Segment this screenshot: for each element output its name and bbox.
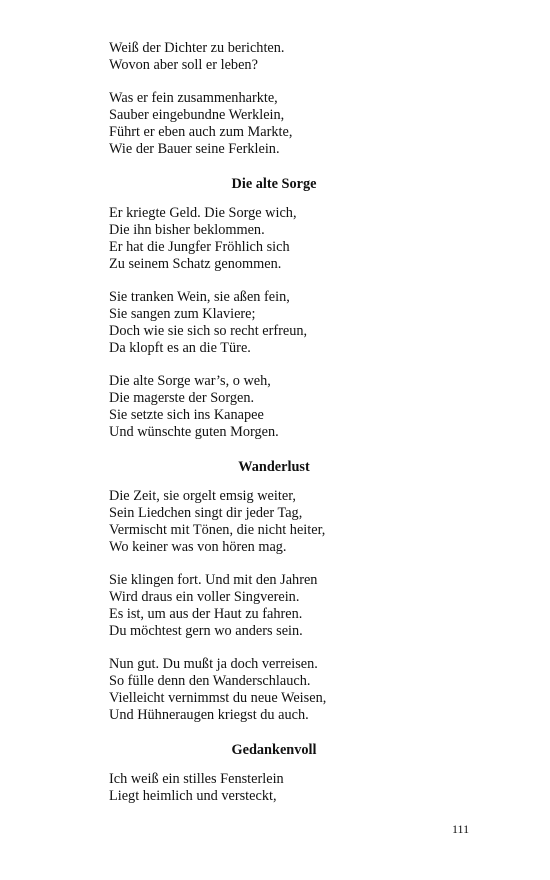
verse-line: Die Zeit, sie orgelt emsig weiter, [109, 488, 296, 504]
verse-line: Führt er eben auch zum Markte, [109, 124, 293, 140]
verse-line: Was er fein zusammenharkte, [109, 90, 278, 106]
verse-line: Die alte Sorge war’s, o weh, [109, 373, 271, 389]
stanza [109, 289, 439, 357]
verse-line: Er kriegte Geld. Die Sorge wich, [109, 205, 297, 221]
verse-line: Du möchtest gern wo anders sein. [109, 623, 303, 639]
verse-line: So fülle denn den Wanderschlauch. [109, 673, 311, 689]
stanza [109, 771, 439, 805]
verse-line: Es ist, um aus der Haut zu fahren. [109, 606, 303, 622]
verse-line: Liegt heimlich und versteckt, [109, 788, 277, 804]
verse-line: Sie sangen zum Klaviere; [109, 306, 256, 322]
poem-title: Die alte Sorge [231, 176, 317, 192]
stanza [109, 656, 439, 724]
stanza [109, 572, 439, 640]
verse-line: Ich weiß ein stilles Fensterlein [109, 771, 284, 787]
verse-line: Die magerste der Sorgen. [109, 390, 255, 406]
poem-title: Wanderlust [238, 459, 310, 475]
page-number: 111 [452, 822, 470, 836]
verse-line: Vermischt mit Tönen, die nicht heiter, [109, 522, 326, 538]
verse-line: Wie der Bauer seine Ferklein. [109, 141, 280, 157]
verse-line: Wovon aber soll er leben? [109, 57, 258, 73]
verse-line: Sie klingen fort. Und mit den Jahren [109, 572, 318, 588]
verse-line: Da klopft es an die Türe. [109, 340, 251, 356]
verse-line: Weiß der Dichter zu berichten. [109, 40, 285, 56]
stanza [109, 373, 439, 441]
verse-line: Und Hühneraugen kriegst du auch. [109, 707, 309, 723]
verse-line: Doch wie sie sich so recht erfreun, [109, 323, 308, 339]
verse-line: Vielleicht vernimmst du neue Weisen, [109, 690, 327, 706]
verse-line: Die ihn bisher beklommen. [109, 222, 265, 238]
verse-line: Und wünschte guten Morgen. [109, 424, 279, 440]
stanza-gap [109, 640, 439, 656]
verse-line: Zu seinem Schatz genommen. [109, 256, 282, 272]
verse-line: Nun gut. Du mußt ja doch verreisen. [109, 656, 318, 672]
stanza [109, 205, 439, 273]
verse-line: Sie tranken Wein, sie aßen fein, [109, 289, 290, 305]
verse-line: Wo keiner was von hören mag. [109, 539, 287, 555]
poem-title: Gedankenvoll [231, 742, 317, 758]
stanza-gap [109, 357, 439, 373]
verse-line: Er hat die Jungfer Fröhlich sich [109, 239, 290, 255]
stanza [109, 488, 439, 556]
stanza [109, 90, 439, 158]
verse-line: Wird draus ein voller Singverein. [109, 589, 300, 605]
verse-line: Sie setzte sich ins Kanapee [109, 407, 264, 423]
stanza-gap [109, 556, 439, 572]
poem-content [109, 40, 439, 805]
stanza [109, 40, 439, 74]
stanza-gap [109, 273, 439, 289]
verse-line: Sauber eingebundne Werklein, [109, 107, 285, 123]
stanza-gap [109, 74, 439, 90]
verse-line: Sein Liedchen singt dir jeder Tag, [109, 505, 303, 521]
